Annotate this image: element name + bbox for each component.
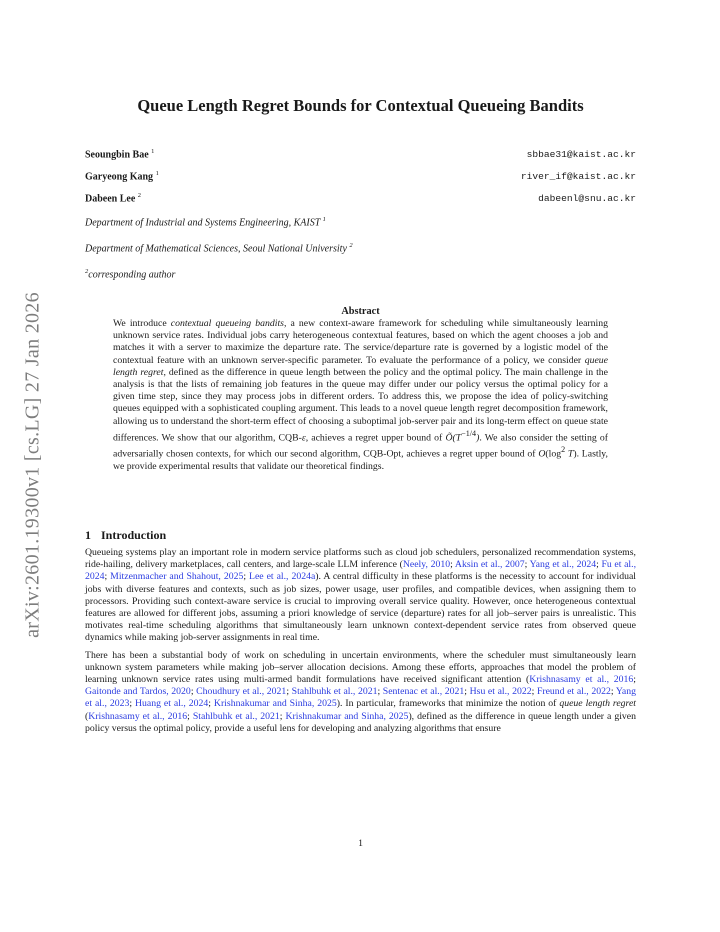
- abstract-heading: Abstract: [341, 306, 380, 317]
- citation-link[interactable]: Freund et al., 2022: [536, 686, 611, 698]
- citation-link[interactable]: Sentenac et al., 2021: [382, 686, 465, 698]
- page-number: 1: [358, 838, 363, 849]
- emphasis: Õ(T: [445, 432, 462, 444]
- citation-link[interactable]: Yang et al., 2024: [529, 559, 597, 571]
- citation-link[interactable]: Stahlbuhk et al., 2021: [291, 686, 378, 698]
- author-name: Seoungbin Bae $^1$: [85, 148, 155, 161]
- author-list: [85, 148, 636, 214]
- abstract-text: We introduce contextual queueing bandits, a new context-aware framework for scheduling while simultaneously learning unknown service rates. Individual jobs carry heterogeneous contextual features, based on which the agent chooses a job and matches it with a server to maximize the departure rate. The service/departure rate is governed by a logistic model of the contextual feature with an unknown server-specific parameter. To evaluate the performance of a policy, we consider queue length regret, defined as the difference in queue length between the policy and the optimal policy. The main challenge in the analysis is that the lists of remaining job features in the queue may differ under our policy versus the optimal policy for a given time step, since they may process jobs in different orders. To address this, we propose the idea of policy-switching queues equipped with a sophisticated coupling argument. This leads to a novel queue length regret decomposition framework, allowing us to understand the short-term effect of choosing a suboptimal job-server pair and its long-term effect on queue state differences. We show that our algorithm, CQB-ε, achieves a regret upper bound of $Õ(T^{-1/4})$. We also consider the setting of adversarially chosen contexts, for which our second algorithm, CQB-Opt, achieves a regret upper bound of $O(\log^2$ T). Lastly, we provide experimental results that validate our theoretical findings.: [113, 318, 609, 472]
- citation-link[interactable]: Lee et al., 2024a: [249, 571, 316, 583]
- citation-link[interactable]: Neely, 2010: [402, 559, 451, 571]
- citation-link[interactable]: Choudhury et al., 2021: [196, 686, 287, 698]
- section-heading: 1 Introduction: [85, 528, 167, 542]
- citation-link[interactable]: Huang et al., 2024: [134, 698, 209, 710]
- affiliation-list: [85, 209, 636, 287]
- arxiv-identifier-stamp: arXiv:2601.19300v1 [cs.LG] 27 Jan 2026: [21, 292, 44, 638]
- affiliation: Department of Industrial and Systems Engineering, KAIST $^1$: [85, 216, 326, 229]
- citation-link[interactable]: Aksin et al., 2007: [454, 559, 525, 571]
- author-row: [85, 170, 636, 192]
- superscript: −1/4: [461, 428, 477, 438]
- citation-link[interactable]: Krishnakumar and Sinha, 2025: [213, 698, 337, 710]
- corresponding-author-note: $^2$corresponding author: [85, 268, 176, 281]
- emphasis: O: [538, 448, 546, 460]
- author-email[interactable]: dabeenl@snu.ac.kr: [538, 193, 636, 205]
- emphasis: queue length regret: [113, 354, 608, 378]
- citation-link[interactable]: Yang et al., 2023: [85, 686, 636, 710]
- author-email[interactable]: sbbae31@kaist.ac.kr: [526, 149, 636, 161]
- emphasis: T: [565, 448, 574, 460]
- emphasis: ε: [301, 432, 306, 444]
- citation-link[interactable]: Krishnakumar and Sinha, 2025: [285, 710, 409, 722]
- citation-link[interactable]: Fu et al., 2024: [85, 559, 637, 583]
- paper-title: Queue Length Regret Bounds for Contextual Queueing Bandits: [137, 96, 584, 115]
- author-name: Garyeong Kang $^1$: [85, 170, 159, 183]
- citation-link[interactable]: Krishnasamy et al., 2016: [529, 674, 634, 686]
- emphasis: queue length regret: [559, 698, 636, 710]
- citation-link[interactable]: Gaitonde and Tardos, 2020: [85, 686, 191, 698]
- paragraph: There has been a substantial body of work on scheduling in uncertain environments, where the scheduler must simultaneously learn unknown system parameters while making job–server allocation decisions. Among these efforts, approaches that model the problem of learning unknown service rates using multi-armed bandit formulations have received significant attention (Krishnasamy et al., 2016; Gaitonde and Tardos, 2020; Choudhury et al., 2021; Stahlbuhk et al., 2021; Sentenac et al., 2021; Hsu et al., 2022; Freund et al., 2022; Yang et al., 2023; Huang et al., 2024; Krishnakumar and Sinha, 2025). In particular, frameworks that minimize the notion of queue length regret (Krishnasamy et al., 2016; Stahlbuhk et al., 2021; Krishnakumar and Sinha, 2025), defined as the difference in queue length under a given policy versus the optimal policy, provide a useful lens for developing and analyzing algorithms that ensure: [85, 649, 636, 734]
- citation-link[interactable]: Mitzenmacher and Shahout, 2025: [110, 571, 244, 583]
- citation-link[interactable]: Krishnasamy et al., 2016: [88, 710, 188, 722]
- superscript: 2: [561, 445, 566, 455]
- author-email[interactable]: river_if@kaist.ac.kr: [520, 171, 636, 183]
- author-name: Dabeen Lee $^2$: [85, 192, 142, 205]
- affiliation: Department of Mathematical Sciences, Seoul National University $^2$: [85, 242, 353, 255]
- abstract-section: [113, 306, 608, 473]
- author-row: [85, 148, 636, 170]
- citation-link[interactable]: Stahlbuhk et al., 2021: [192, 710, 280, 722]
- citation-link[interactable]: Hsu et al., 2022: [469, 686, 532, 698]
- introduction-body: [85, 547, 636, 740]
- paragraph: Queueing systems play an important role in modern service platforms such as cloud job schedulers, personalized recommendation systems, ride-hailing, delivery marketplaces, call centers, and large-scale LLM inference (Neely, 2010; Aksin et al., 2007; Yang et al., 2024; Fu et al., 2024; Mitzenmacher and Shahout, 2025; Lee et al., 2024a). A central difficulty in these platforms is the necessity to account for individual jobs with diverse features and contexts, such as job sizes, power usage, user profiles, and compatible devices, when assigning them to processors. Providing such context-aware service is crucial to improving overall service quality. However, once heterogeneous contextual features are allowed for different jobs, assuming a priori knowledge of service (departure) rates for all job–server pairs is unrealistic. This motivates real-time scheduling algorithms that simultaneously learn unknown context-dependent service rates from observed queue dynamics while making job-server assignments in real time.: [85, 547, 637, 644]
- emphasis: ): [476, 432, 480, 444]
- emphasis: contextual queueing bandits: [170, 318, 284, 329]
